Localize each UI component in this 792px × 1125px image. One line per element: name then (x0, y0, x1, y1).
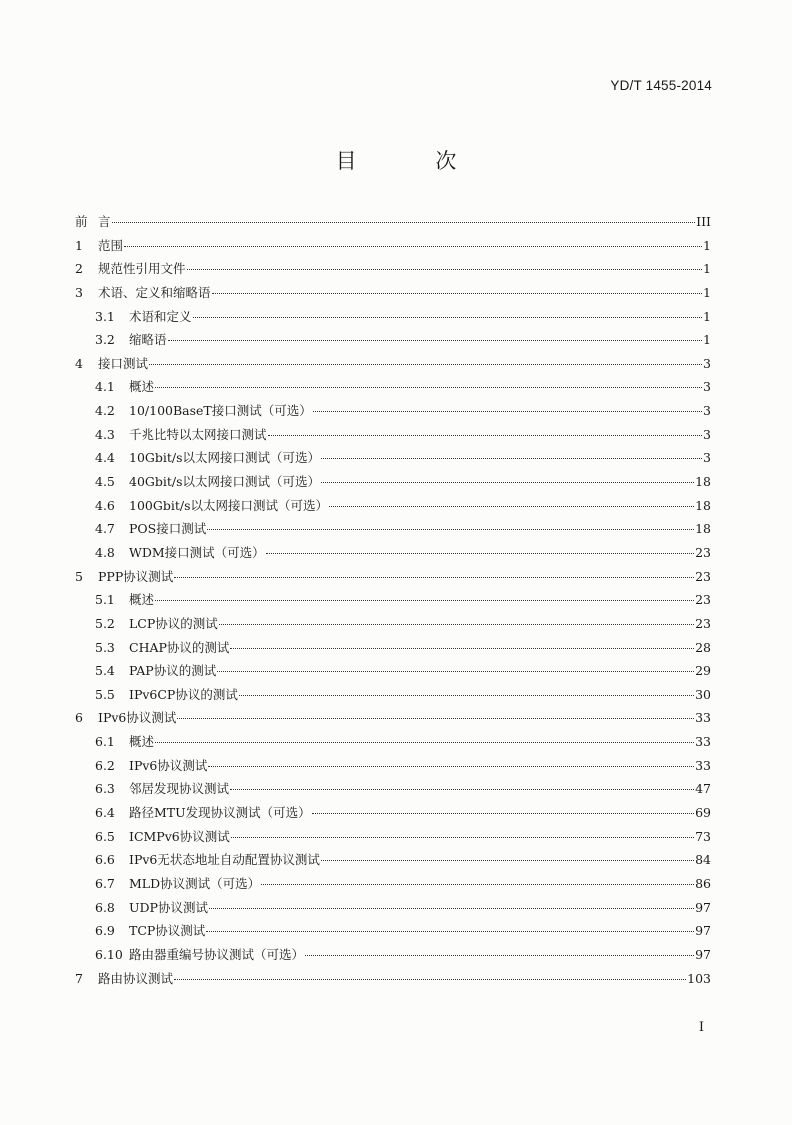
toc-entry-label: 路径MTU发现协议测试（可选） (129, 805, 311, 821)
toc-entry-number: 7 (75, 970, 83, 986)
toc-entry-label: IPv6协议测试 (129, 757, 208, 773)
toc-entry-page: 23 (695, 615, 711, 631)
toc-entry-label: 路由协议测试 (98, 970, 174, 986)
toc-entry-page: 18 (695, 474, 711, 490)
toc-entry-page: 69 (695, 805, 711, 821)
toc-leader-dots (321, 482, 694, 483)
toc-entry-number: 6 (75, 710, 83, 726)
toc-entry-page: 3 (703, 379, 711, 395)
toc-entry-number: 5.1 (95, 592, 115, 608)
toc-entry-number: 4.2 (95, 403, 115, 419)
toc-leader-dots (313, 411, 702, 412)
toc-leader-dots (261, 884, 694, 885)
toc-leader-dots (321, 458, 702, 459)
toc-entry-label: TCP协议测试 (129, 923, 206, 939)
toc-entry-page: 30 (695, 686, 711, 702)
toc-leader-dots (168, 340, 703, 341)
toc-leader-dots (155, 387, 702, 388)
toc-entry-number: 6.3 (95, 781, 115, 797)
toc-leader-dots (174, 979, 686, 980)
toc-entry-number: 6.1 (95, 734, 115, 750)
standard-code: YD/T 1455-2014 (610, 78, 712, 93)
toc-entry-page: 33 (695, 734, 711, 750)
toc-entry-label: 10/100BaseT接口测试（可选） (129, 403, 312, 419)
toc-entry[interactable] (75, 614, 711, 638)
toc-entry-label: 概述 (129, 379, 155, 395)
toc-entry[interactable] (75, 283, 711, 307)
toc-entry-page: 18 (695, 497, 711, 513)
toc-entry-page: 23 (695, 568, 711, 584)
toc-entry-number: 1 (75, 237, 83, 253)
toc-entry-number: 6.10 (95, 946, 123, 962)
toc-entry[interactable] (75, 259, 711, 283)
toc-entry-number: 2 (75, 261, 83, 277)
toc-entry-label: PAP协议的测试 (129, 663, 217, 679)
toc-entry-label: 言 (98, 214, 111, 229)
toc-entry-page: 1 (703, 261, 711, 277)
toc-entry-page: 97 (695, 923, 711, 939)
toc-entry-label: PPP协议测试 (98, 568, 174, 584)
toc-entry-page: 47 (695, 781, 711, 797)
toc-entry-page: 1 (703, 308, 711, 324)
toc-entry-label: 邻居发现协议测试 (129, 781, 230, 797)
page-folio: I (698, 1020, 704, 1035)
toc-entry[interactable] (75, 708, 711, 732)
toc-entry-page: 23 (695, 544, 711, 560)
toc-entry[interactable] (75, 945, 711, 969)
toc-entry-label: 缩略语 (129, 332, 167, 348)
toc-entry-page: 3 (703, 403, 711, 419)
toc-entry[interactable] (75, 472, 711, 496)
toc-entry-label: 概述 (129, 734, 155, 750)
toc-entry-page: 33 (695, 710, 711, 726)
toc-entry[interactable] (75, 921, 711, 945)
toc-entry-number: 3.2 (95, 332, 115, 348)
toc-leader-dots (266, 553, 694, 554)
toc-leader-dots (112, 222, 696, 223)
toc-leader-dots (193, 317, 703, 318)
toc-entry-page: 3 (703, 426, 711, 442)
toc-entry-label: 范围 (98, 237, 124, 253)
toc-entry[interactable] (75, 425, 711, 449)
toc-entry-page: 28 (695, 639, 711, 655)
toc-entry-number: 5.4 (95, 663, 115, 679)
toc-leader-dots (187, 269, 703, 270)
toc-leader-dots (312, 813, 694, 814)
toc-entry-number: 4.4 (95, 450, 115, 466)
toc-entry[interactable] (75, 898, 711, 922)
toc-entry-label: 规范性引用文件 (98, 261, 186, 277)
toc-leader-dots (230, 789, 694, 790)
toc-entry-label: IPv6协议测试 (98, 710, 177, 726)
toc-leader-dots (230, 648, 694, 649)
toc-leader-dots (206, 931, 694, 932)
toc-entry-number: 3.1 (95, 308, 115, 324)
toc-entry-label: 40Gbit/s以太网接口测试（可选） (129, 474, 321, 490)
toc-entry-number: 5.2 (95, 615, 115, 631)
toc-entry-label: IPv6CP协议的测试 (129, 686, 238, 702)
toc-entry-page: 18 (695, 521, 711, 537)
toc-entry[interactable] (75, 212, 711, 236)
toc-entry[interactable] (75, 827, 711, 851)
toc-leader-dots (212, 293, 703, 294)
toc-entry-page: 33 (695, 757, 711, 773)
toc-entry-label: 接口测试 (98, 355, 149, 371)
toc-leader-dots (149, 364, 702, 365)
toc-leader-dots (239, 695, 694, 696)
toc-entry-page: 103 (687, 970, 711, 986)
toc-entry-page: 86 (695, 875, 711, 891)
toc-entry-page: 1 (703, 237, 711, 253)
toc-entry-number: 3 (75, 284, 83, 300)
toc-entry-label: 术语、定义和缩略语 (98, 284, 211, 300)
toc-entry-number: 5 (75, 568, 83, 584)
page-title: 目 次 (335, 149, 493, 173)
toc-entry[interactable] (75, 779, 711, 803)
toc-entry[interactable] (75, 732, 711, 756)
toc-entry-number: 6.4 (95, 805, 115, 821)
toc-entry-number: 4 (75, 355, 83, 371)
toc-entry[interactable] (75, 543, 711, 567)
toc-entry[interactable] (75, 661, 711, 685)
toc-entry-number: 4.7 (95, 521, 115, 537)
toc-entry[interactable] (75, 969, 711, 993)
toc-entry[interactable] (75, 638, 711, 662)
toc-entry-number: 6.9 (95, 923, 115, 939)
toc-entry-page: 3 (703, 355, 711, 371)
toc-entry[interactable] (75, 874, 711, 898)
toc-entry-page: 23 (695, 592, 711, 608)
toc-entry[interactable] (75, 756, 711, 780)
toc-entry-label: IPv6无状态地址自动配置协议测试 (129, 852, 320, 868)
toc-leader-dots (124, 246, 702, 247)
toc-entry-page: 1 (703, 332, 711, 348)
toc-entry-page: 97 (695, 899, 711, 915)
toc-entry-number: 前 (75, 214, 88, 229)
toc-entry[interactable] (75, 496, 711, 520)
toc-leader-dots (174, 577, 694, 578)
toc-entry-label: UDP协议测试 (129, 899, 208, 915)
toc-entry[interactable] (75, 803, 711, 827)
toc-entry-label: POS接口测试 (129, 521, 207, 537)
toc-leader-dots (207, 529, 694, 530)
toc-entry[interactable] (75, 685, 711, 709)
toc-entry-label: LCP协议的测试 (129, 615, 218, 631)
toc-entry-page: 29 (695, 663, 711, 679)
toc-entry[interactable] (75, 354, 711, 378)
toc-leader-dots (268, 435, 703, 436)
toc-entry[interactable] (75, 590, 711, 614)
toc-entry-page: 3 (703, 450, 711, 466)
toc-leader-dots (209, 908, 694, 909)
toc-leader-dots (208, 766, 694, 767)
table-of-contents (75, 212, 711, 992)
toc-entry-label: 概述 (129, 592, 155, 608)
toc-entry-label: CHAP协议的测试 (129, 639, 230, 655)
toc-entry-number: 4.8 (95, 544, 115, 560)
toc-entry-page: III (696, 214, 711, 229)
toc-leader-dots (217, 671, 694, 672)
toc-entry-page: 1 (703, 284, 711, 300)
toc-entry-number: 6.6 (95, 852, 115, 868)
toc-entry-page: 84 (695, 852, 711, 868)
toc-entry-label: WDM接口测试（可选） (129, 544, 265, 560)
toc-entry[interactable] (75, 567, 711, 591)
toc-leader-dots (219, 624, 694, 625)
toc-entry-label: 路由器重编号协议测试（可选） (129, 946, 305, 962)
toc-entry[interactable] (75, 307, 711, 331)
toc-entry[interactable] (75, 401, 711, 425)
toc-leader-dots (177, 718, 694, 719)
toc-entry-number: 4.3 (95, 426, 115, 442)
toc-entry[interactable] (75, 850, 711, 874)
toc-leader-dots (321, 860, 694, 861)
toc-entry-number: 6.8 (95, 899, 115, 915)
toc-leader-dots (231, 837, 694, 838)
toc-entry-number: 6.2 (95, 757, 115, 773)
toc-entry[interactable] (75, 519, 711, 543)
toc-entry-label: ICMPv6协议测试 (129, 828, 230, 844)
toc-entry-number: 6.5 (95, 828, 115, 844)
toc-entry-number: 5.3 (95, 639, 115, 655)
toc-entry-label: 千兆比特以太网接口测试 (129, 426, 267, 442)
toc-leader-dots (155, 600, 694, 601)
toc-entry-number: 4.5 (95, 474, 115, 490)
toc-entry-label: MLD协议测试（可选） (129, 875, 261, 891)
toc-entry[interactable] (75, 448, 711, 472)
toc-entry[interactable] (75, 377, 711, 401)
toc-entry[interactable] (75, 236, 711, 260)
toc-entry-page: 73 (695, 828, 711, 844)
toc-leader-dots (305, 955, 694, 956)
toc-entry-page: 97 (695, 946, 711, 962)
toc-entry-label: 100Gbit/s以太网接口测试（可选） (129, 497, 328, 513)
toc-leader-dots (155, 742, 694, 743)
toc-entry-number: 4.6 (95, 497, 115, 513)
toc-entry-number: 4.1 (95, 379, 115, 395)
toc-entry[interactable] (75, 330, 711, 354)
toc-entry-label: 术语和定义 (129, 308, 192, 324)
toc-entry-number: 5.5 (95, 686, 115, 702)
toc-leader-dots (329, 506, 694, 507)
toc-entry-label: 10Gbit/s以太网接口测试（可选） (129, 450, 321, 466)
toc-entry-number: 6.7 (95, 875, 115, 891)
